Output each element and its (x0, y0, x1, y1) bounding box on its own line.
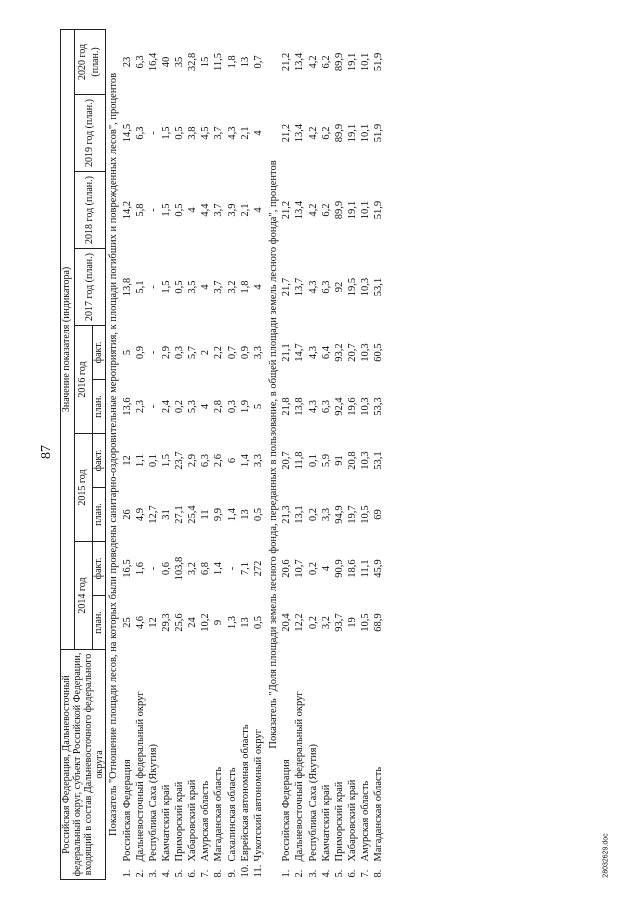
region-name: Хабаровский край (187, 779, 199, 862)
region-name: Магаданская область (213, 766, 225, 862)
indicator-title: Показатель "Отношение площади лесов, на которых были проведены санитарно-оздоровительные мероприятия, к площади погибших и поврежденных лесов", процентов (108, 72, 119, 837)
value-cell: 0,5 (252, 507, 264, 522)
table-row (213, 29, 226, 879)
value-cell: 13,4 (294, 52, 306, 72)
value-cell: 2,1 (239, 126, 251, 140)
value-cell: 0,7 (252, 55, 264, 69)
value-cell: 24 (187, 617, 199, 628)
value-cell: 20,7 (346, 343, 358, 362)
value-cell: 4,2 (307, 126, 319, 140)
value-cell: - (147, 566, 159, 571)
value-cell: - (147, 131, 159, 135)
value-cell: 3,7 (213, 203, 225, 217)
value-cell: 89,9 (333, 200, 345, 220)
value-cell: 0,1 (147, 453, 159, 468)
value-cell: 3,2 (187, 561, 199, 576)
value-cell: 10,1 (359, 52, 371, 72)
value-cell: 6,3 (134, 55, 146, 69)
year-2016-header: 2016 год (74, 326, 92, 434)
value-cell: 3,5 (187, 280, 199, 294)
row-number: 3. (147, 869, 159, 878)
value-cell: 1,4 (226, 507, 238, 522)
value-cell: 11,8 (294, 451, 306, 470)
region-name: Магаданская область (372, 766, 384, 862)
value-cell: 19,5 (346, 277, 358, 297)
value-cell: 3,9 (226, 203, 238, 217)
value-cell: 40 (161, 56, 173, 68)
value-cell: 4 (187, 207, 199, 213)
value-cell: 10,5 (359, 613, 371, 632)
value-cell: 13 (239, 56, 251, 68)
region-name: Республика Саха (Якутия) (147, 744, 159, 862)
row-number: 5. (333, 869, 345, 878)
table-row (347, 29, 360, 879)
value-cell: 21,2 (281, 123, 293, 143)
value-cell: 19 (346, 617, 358, 628)
value-cell: 3,8 (187, 126, 199, 140)
value-cell: 0,9 (239, 345, 251, 360)
value-cell: 14,7 (294, 343, 306, 362)
value-cell: 10,5 (359, 505, 371, 524)
region-name: Сахалинская область (226, 767, 238, 862)
value-cell: 89,9 (333, 123, 345, 143)
value-cell: 9 (213, 619, 225, 626)
value-cell: 0,9 (134, 345, 146, 360)
value-cell: 2,3 (134, 399, 146, 414)
value-cell: 12 (147, 617, 159, 628)
table-row (174, 29, 187, 879)
region-name: Российская Федерация (281, 759, 293, 862)
value-cell: 51,9 (372, 52, 384, 72)
table-row (187, 29, 200, 879)
value-cell: 0,2 (307, 507, 319, 522)
value-cell: 13,7 (294, 277, 306, 297)
value-cell: 0,5 (174, 126, 186, 140)
value-cell: 13,4 (294, 200, 306, 220)
value-cell: 4,6 (134, 615, 146, 630)
value-cell: 3,7 (213, 126, 225, 140)
value-cell: 103,8 (174, 556, 186, 581)
value-cell: 94,9 (333, 505, 345, 524)
table-row (281, 29, 294, 879)
value-cell: 93,2 (333, 343, 345, 362)
fact-header: факт. (92, 542, 106, 596)
value-cell: 18,6 (346, 559, 358, 578)
value-cell: 1,4 (213, 561, 225, 576)
value-cell: 20,6 (281, 559, 293, 578)
value-cell: 68,9 (372, 613, 384, 632)
value-cell: 10,3 (359, 277, 371, 297)
value-cell: 1,8 (226, 55, 238, 69)
table-row (320, 29, 333, 879)
year-2020-header: 2020 год (план.) (74, 29, 106, 94)
row-number: 7. (359, 869, 371, 878)
value-cell: 19,1 (346, 123, 358, 143)
value-cell: 5 (252, 403, 264, 410)
row-number: 8. (213, 869, 225, 878)
value-cell: 6,2 (320, 126, 332, 140)
value-cell: 92,4 (333, 397, 345, 416)
value-cell: 0,2 (307, 615, 319, 630)
value-cell: 1,3 (226, 615, 238, 630)
value-cell: 3,2 (226, 280, 238, 294)
fact-header: факт. (92, 326, 106, 380)
value-cell: 6,2 (320, 203, 332, 217)
value-cell: 11 (200, 509, 212, 520)
value-cell: 23,7 (174, 451, 186, 470)
value-cell: 1,1 (134, 453, 146, 468)
value-cell: 4 (200, 403, 212, 410)
value-cell: 4 (252, 130, 264, 136)
value-cell: 4,3 (307, 280, 319, 294)
value-cell: 90,9 (333, 559, 345, 578)
value-cell: 13 (239, 509, 251, 520)
table-row (148, 29, 161, 879)
region-name: Еврейская автономная область (239, 724, 251, 862)
value-cell: 5,9 (320, 453, 332, 468)
region-column-header: Российская Федерация, Дальневосточный федеральный округ, субъект Российской Федерации, входящий в состав Дальневосточного федерального округа (61, 650, 106, 880)
value-cell: 20,8 (346, 451, 358, 470)
value-cell: 21,7 (281, 277, 293, 297)
value-cell: 0,7 (226, 345, 238, 360)
table-body (106, 29, 386, 879)
value-cell: 31 (161, 509, 173, 520)
value-cell: 5,1 (134, 280, 146, 294)
value-cell: 6,3 (320, 399, 332, 414)
value-cell: 10,1 (359, 200, 371, 220)
value-cell: 2,4 (161, 399, 173, 414)
value-cell: 20,4 (281, 613, 293, 632)
row-number: 1. (121, 869, 133, 878)
value-cell: 4 (320, 565, 332, 572)
value-cell: 4,2 (307, 55, 319, 69)
value-cell: 13,6 (121, 397, 133, 416)
table-row (122, 29, 135, 879)
row-number: 2. (134, 869, 146, 878)
value-cell: 2,2 (213, 345, 225, 360)
value-cell: 25,6 (174, 613, 186, 632)
indicator-title: Показатель "Доля площади земель лесного фонда, переданных в пользование, в общей площади земель лесного фонда", процентов (267, 160, 279, 749)
rotated-table-area (60, 30, 600, 880)
value-cell: 15 (200, 56, 212, 68)
value-cell: 272 (252, 560, 264, 577)
row-number: 1. (281, 869, 293, 878)
value-cell: 25 (121, 617, 133, 628)
value-cell: 0,3 (174, 345, 186, 360)
value-cell: 89,9 (333, 52, 345, 72)
value-cell: 9,9 (213, 507, 225, 522)
value-cell: 93,7 (333, 613, 345, 632)
region-name: Дальневосточный федеральный округ (134, 691, 146, 862)
value-cell: 13 (239, 617, 251, 628)
region-name: Российская Федерация (121, 759, 133, 862)
region-name: Камчатский край (161, 784, 173, 862)
value-cell: 4,3 (307, 399, 319, 414)
table-row (307, 29, 320, 879)
indicator-table (60, 29, 386, 880)
indicator-value-header: Значение показателя (индикатора) (61, 29, 75, 649)
region-name: Амурская область (359, 780, 371, 862)
value-cell: 4,3 (307, 345, 319, 360)
value-cell: 1,8 (239, 280, 251, 294)
value-cell: 1,5 (161, 126, 173, 140)
value-cell: 13,4 (294, 123, 306, 143)
value-cell: 19,6 (346, 397, 358, 416)
plan-header: план. (92, 380, 106, 434)
value-cell: 1,6 (134, 561, 146, 576)
value-cell: 5,8 (134, 203, 146, 217)
value-cell: 29,3 (161, 613, 173, 632)
year-2014-header: 2014 год (74, 542, 92, 650)
value-cell: 0,5 (174, 203, 186, 217)
value-cell: 21,8 (281, 397, 293, 416)
value-cell: 69 (372, 509, 384, 520)
value-cell: 3,3 (252, 345, 264, 360)
row-number: 4. (161, 869, 173, 878)
value-cell: 19,1 (346, 52, 358, 72)
value-cell: 19,1 (346, 200, 358, 220)
row-number: 10. (239, 864, 251, 878)
value-cell: 21,2 (281, 200, 293, 220)
value-cell: - (147, 350, 159, 355)
document-filename: 28032629.doc (602, 832, 610, 878)
year-2019-header: 2019 год (план.) (74, 95, 106, 172)
value-cell: 12,2 (294, 613, 306, 632)
value-cell: 3,3 (252, 453, 264, 468)
value-cell: 6,3 (200, 453, 212, 468)
value-cell: 23 (121, 56, 133, 68)
value-cell: 13,8 (294, 397, 306, 416)
plan-header: план. (92, 488, 106, 542)
value-cell: - (147, 404, 159, 409)
value-cell: 11,5 (213, 52, 225, 71)
value-cell: 3,3 (320, 507, 332, 522)
value-cell: 4 (252, 284, 264, 290)
value-cell: 0,3 (226, 399, 238, 414)
value-cell: 4 (200, 284, 212, 290)
value-cell: 12,7 (147, 505, 159, 524)
value-cell: 6,4 (320, 345, 332, 360)
value-cell: 5 (121, 349, 133, 356)
value-cell: 12 (121, 455, 133, 466)
row-number: 5. (174, 869, 186, 878)
year-2018-header: 2018 год (план.) (74, 172, 106, 249)
value-cell: 35 (174, 56, 186, 68)
page-number: 87 (39, 445, 54, 459)
plan-header: план. (92, 596, 106, 650)
value-cell: 53,3 (372, 397, 384, 416)
row-number: 3. (307, 869, 319, 878)
value-cell: 6,2 (320, 55, 332, 69)
value-cell: 4,4 (200, 203, 212, 217)
region-name: Приморский край (333, 781, 345, 862)
row-number: 4. (320, 869, 332, 878)
value-cell: 4,3 (226, 126, 238, 140)
value-cell: 3,7 (213, 280, 225, 294)
value-cell: 2,8 (213, 399, 225, 414)
value-cell: 21,1 (281, 343, 293, 362)
table-row (252, 29, 265, 879)
value-cell: 11,1 (359, 559, 371, 578)
table-row (239, 29, 252, 879)
value-cell: 10,2 (200, 613, 212, 632)
value-cell: 14,2 (121, 200, 133, 220)
value-cell: 20,7 (281, 451, 293, 470)
region-name: Чукотский автономный округ (252, 729, 264, 862)
value-cell: 21,3 (281, 505, 293, 524)
value-cell: 53,1 (372, 451, 384, 470)
value-cell: 6,8 (200, 561, 212, 576)
value-cell: 10,1 (359, 123, 371, 143)
value-cell: 51,9 (372, 123, 384, 143)
year-2015-header: 2015 год (74, 434, 92, 542)
value-cell: 25,4 (187, 505, 199, 524)
region-name: Хабаровский край (346, 779, 358, 862)
value-cell: 91 (333, 455, 345, 466)
region-name: Приморский край (174, 781, 186, 862)
value-cell: 2,6 (213, 453, 225, 468)
table-row (360, 29, 373, 879)
value-cell: 10,3 (359, 451, 371, 470)
table-row (161, 29, 174, 879)
region-name: Амурская область (200, 780, 212, 862)
table-row (200, 29, 213, 879)
value-cell: - (147, 285, 159, 289)
value-cell: 3,2 (320, 615, 332, 630)
value-cell: 13,8 (121, 277, 133, 297)
value-cell: 32,8 (187, 52, 199, 72)
value-cell: 10,3 (359, 397, 371, 416)
value-cell: 0,5 (252, 615, 264, 630)
row-number: 11. (252, 864, 264, 878)
row-number: 6. (187, 869, 199, 878)
table-row (135, 29, 148, 879)
value-cell: 1,5 (161, 453, 173, 468)
value-cell: 7,1 (239, 561, 251, 576)
value-cell: 16,4 (147, 52, 159, 72)
value-cell: 19,7 (346, 505, 358, 524)
value-cell: 1,5 (161, 280, 173, 294)
value-cell: 2,9 (161, 345, 173, 360)
value-cell: 0,2 (174, 399, 186, 414)
table-row (333, 29, 346, 879)
value-cell: 4 (252, 207, 264, 213)
value-cell: 2,9 (187, 453, 199, 468)
value-cell: 4,9 (134, 507, 146, 522)
row-number: 7. (200, 869, 212, 878)
value-cell: 21,2 (281, 52, 293, 72)
value-cell: 92 (333, 281, 345, 293)
value-cell: 45,9 (372, 559, 384, 578)
table-row (373, 29, 386, 879)
year-2017-header: 2017 год (план.) (74, 249, 106, 326)
value-cell: 1,5 (161, 203, 173, 217)
value-cell: 4,2 (307, 203, 319, 217)
row-number: 6. (346, 869, 358, 878)
indicator-title-row (106, 29, 122, 879)
fact-header: факт. (92, 434, 106, 488)
table-row (294, 29, 307, 879)
value-cell: 4,5 (200, 126, 212, 140)
value-cell: - (147, 208, 159, 212)
value-cell: 6,3 (134, 126, 146, 140)
value-cell: - (226, 566, 238, 571)
value-cell: 60,5 (372, 343, 384, 362)
value-cell: 6 (226, 457, 238, 464)
row-number: 8. (372, 869, 384, 878)
region-name: Республика Саха (Якутия) (307, 744, 319, 862)
value-cell: 1,9 (239, 399, 251, 414)
value-cell: 26 (121, 509, 133, 520)
value-cell: 51,9 (372, 200, 384, 220)
value-cell: 13,1 (294, 505, 306, 524)
value-cell: 53,1 (372, 277, 384, 297)
region-name: Дальневосточный федеральный округ (294, 691, 306, 862)
value-cell: 2 (200, 349, 212, 356)
value-cell: 0,1 (307, 453, 319, 468)
row-number: 2. (294, 869, 306, 878)
row-number: 9. (226, 869, 238, 878)
value-cell: 5,3 (187, 399, 199, 414)
value-cell: 0,6 (161, 561, 173, 576)
value-cell: 10,3 (359, 343, 371, 362)
value-cell: 27,1 (174, 505, 186, 524)
value-cell: 0,5 (174, 280, 186, 294)
value-cell: 14,5 (121, 123, 133, 143)
region-name: Камчатский край (320, 784, 332, 862)
value-cell: 1,4 (239, 453, 251, 468)
value-cell: 6,3 (320, 280, 332, 294)
indicator-title-row (266, 29, 282, 879)
value-cell: 0,2 (307, 561, 319, 576)
table-row (226, 29, 239, 879)
value-cell: 2,1 (239, 203, 251, 217)
value-cell: 5,7 (187, 345, 199, 360)
value-cell: 10,7 (294, 559, 306, 578)
value-cell: 16,5 (121, 559, 133, 578)
